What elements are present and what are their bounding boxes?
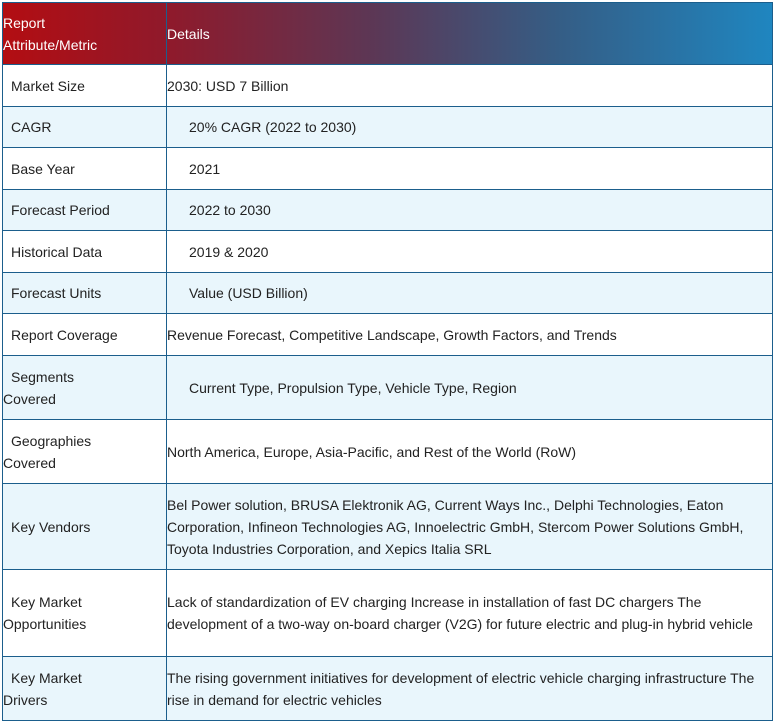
- attr-cell: [3, 657, 167, 721]
- value-cell: 20% CAGR (2022 to 2030): [167, 107, 773, 148]
- attr-cell: [3, 107, 167, 148]
- row-segments-covered: [3, 356, 773, 420]
- value-cell: North America, Europe, Asia-Pacific, and Rest of the World (RoW): [167, 420, 773, 484]
- attr-label-line2: Opportunities: [3, 616, 87, 632]
- value-cell: Value (USD Billion): [167, 273, 773, 314]
- row-market-size: [3, 65, 773, 107]
- table-header: [3, 3, 773, 65]
- value-cell: 2022 to 2030: [167, 190, 773, 231]
- report-table: [2, 2, 773, 721]
- attr-label: Base Year: [11, 160, 75, 177]
- value-cell: Lack of standardization of EV charging Increase in installation of fast DC chargers The development of a two-way on-board charger (V2G) for future electric and plug-in hybrid vehicle: [167, 570, 773, 657]
- header-details: Details: [167, 3, 773, 65]
- attr-label: Forecast Period: [11, 202, 110, 218]
- value-cell: 2021: [167, 148, 773, 190]
- value-cell: 2019 & 2020: [167, 231, 773, 273]
- attr-label: Key Vendors: [11, 518, 91, 535]
- row-key-market-drivers: [3, 657, 773, 721]
- header-row: [3, 3, 773, 65]
- value-cell: Bel Power solution, BRUSA Elektronik AG, Current Ways Inc., Delphi Technologies, Eaton Corporation, Infineon Technologies AG, Innoelectric GmbH, Stercom Power Solutions GmbH, Toyota Industries Corporation, and Xepics Italia SRL: [167, 484, 773, 570]
- attr-cell: [3, 65, 167, 107]
- attr-label-line2: Covered: [3, 454, 56, 471]
- attr-cell: [3, 314, 167, 356]
- attr-label: CAGR: [11, 119, 52, 135]
- attr-label-line1: Key Market: [11, 669, 82, 686]
- row-cagr: [3, 107, 773, 148]
- attr-cell: [3, 148, 167, 190]
- row-historical-data: [3, 231, 773, 273]
- attr-cell: [3, 190, 167, 231]
- attr-label-line2: Drivers: [3, 691, 48, 708]
- attr-label-line1: Key Market: [11, 594, 82, 610]
- row-base-year: [3, 148, 773, 190]
- attr-label: Historical Data: [11, 243, 103, 260]
- attr-label: Report Coverage: [11, 326, 118, 343]
- attr-cell: [3, 273, 167, 314]
- header-attribute-line1: Report: [3, 14, 46, 31]
- attr-cell: [3, 420, 167, 484]
- attr-cell: [3, 231, 167, 273]
- value-cell: Revenue Forecast, Competitive Landscape, Growth Factors, and Trends: [167, 314, 773, 356]
- attr-label-line2: Covered: [3, 390, 56, 407]
- attr-label-line1: Segments: [11, 368, 75, 385]
- row-geographies-covered: [3, 420, 773, 484]
- value-cell: Current Type, Propulsion Type, Vehicle Type, Region: [167, 356, 773, 420]
- value-cell: 2030: USD 7 Billion: [167, 65, 773, 107]
- attr-cell: [3, 356, 167, 420]
- row-report-coverage: [3, 314, 773, 356]
- header-attribute-metric: [3, 3, 167, 65]
- attr-cell: [3, 484, 167, 570]
- attr-label-line1: Geographies: [11, 432, 92, 449]
- row-key-market-opportunities: [3, 570, 773, 657]
- row-forecast-period: [3, 190, 773, 231]
- row-forecast-units: [3, 273, 773, 314]
- attr-label: Forecast Units: [11, 285, 102, 301]
- header-attribute-line2: Attribute/Metric: [3, 36, 98, 53]
- attr-cell: [3, 570, 167, 657]
- value-cell: The rising government initiatives for development of electric vehicle charging infrastructure The rise in demand for electric vehicles: [167, 657, 773, 721]
- attr-label: Market Size: [11, 77, 85, 94]
- row-key-vendors: [3, 484, 773, 570]
